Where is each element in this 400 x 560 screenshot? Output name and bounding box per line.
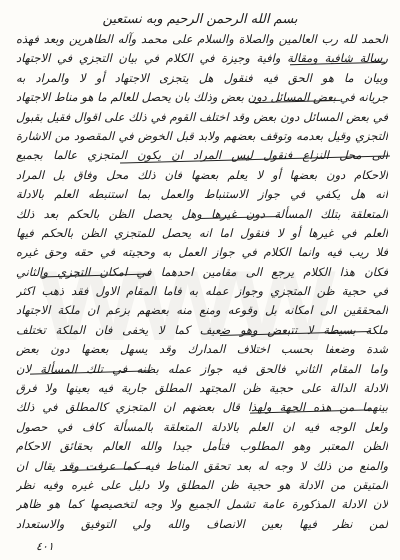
text-line: لان الادلة المذكورة عامة تشمل الجميع ولا وجه لتخصيصها كما هو ظاهر	[16, 497, 388, 512]
text-line: وبيان ما هو الحق فيه فنقول هل يتجزى الاجتهاد أو لا والمراد به	[16, 70, 388, 85]
text-line: واما المقام الثاني فالحق فيه جواز عمله بظنه في تلك المسألة لان	[16, 361, 388, 376]
text-line: بينهما من هذه الجهة ولهذا قال بعضهم ان المتجزي كالمطلق في ذلك	[16, 400, 388, 415]
text-line: الظن المعتبر وهو المطلوب فتأمل جيدا والله العالم بحقائق الاحكام	[16, 439, 388, 454]
text-line: في بعض المسائل دون بعض وقد اختلف القوم في ذلك على اقوال فقيل بقبول	[16, 109, 388, 124]
text-line: ولعل الوجه فيه ان العلم بالادلة المتعلقة بالمسألة كاف في حصول	[16, 419, 388, 434]
text-line: العلم في غيرها أو لا فنقول اما انه يحصل للمتجزي الظن بالحكم فيها	[16, 225, 388, 240]
text-line: الحمد لله رب العالمين والصلاة والسلام على محمد وآله الطاهرين وبعد فهذه	[16, 32, 388, 46]
text-line: الاحكام دون بعضها أو لا يعلم بعضها فان ذلك محل وفاق بل المراد	[16, 167, 388, 182]
text-line: الادلة الدالة على حجية ظن المجتهد المطلق جارية فيه بعينها ولا فرق	[16, 381, 388, 396]
text-line: فكان هذا الكلام يرجع الى مقامين احدهما في امكان التجزي والثاني	[16, 264, 388, 279]
page-number: ٤٠١	[36, 540, 54, 553]
text-line: ملكة بسيطة لا تتبعض وهو ضعيف كما لا يخفى فان الملكة تختلف	[16, 322, 388, 337]
text-line: لمن نظر فيها بعين الانصاف والله ولي التوفيق والاستعداد	[16, 516, 388, 531]
text-line: التجزي وقيل بعدمه وتوقف بعضهم ولابد قبل الخوض في المقصود من الاشارة	[16, 128, 388, 143]
text-line: جريانه في بعض المسائل دون بعض وذلك بان يحصل للعالم ما هو مناط الاجتهاد	[16, 90, 388, 105]
text-line: رسالة شافية ومقالة وافية وجيزة في الكلام في بيان التجزي في الاجتهاد	[16, 51, 388, 66]
text-line: المتيقن من الادلة هو حجية ظن المطلق ولا دليل على غيره وفيه نظر	[16, 477, 388, 492]
text-line: المحققين الى امكانه بل وقوعه ومنع منه بعضهم بزعم ان ملكة الاجتهاد	[16, 303, 388, 318]
text-line: الى محل النزاع فنقول ليس المراد ان يكون المتجزي عالما بجميع	[16, 148, 388, 163]
text-line: فلا ريب فيه وانما الكلام في جواز العمل به وحجيته في حقه وحق غيره	[16, 245, 388, 260]
text-line: والمنع من ذلك لا وجه له بعد تحقق المناط فيه كما عرفت وقد يقال ان	[16, 458, 388, 473]
text-line: شدة وضعفا بحسب اختلاف المدارك وقد يسهل بعضها دون بعض	[16, 342, 388, 357]
text-line: في حجية ظن المتجزي وجواز عمله به فاما المقام الاول فقد ذهب اكثر	[16, 284, 388, 299]
basmala-heading: بسم الله الرحمن الرحيم وبه نستعين	[102, 12, 298, 27]
manuscript-text	[16, 30, 388, 534]
text-line: انه هل يكفي في جواز الاستنباط والعمل بما استنبطه العلم بالادلة	[16, 187, 388, 202]
text-line: المتعلقة بتلك المسألة دون غيرها وهل يحصل الظن بالحكم بعد ذلك	[16, 206, 388, 221]
